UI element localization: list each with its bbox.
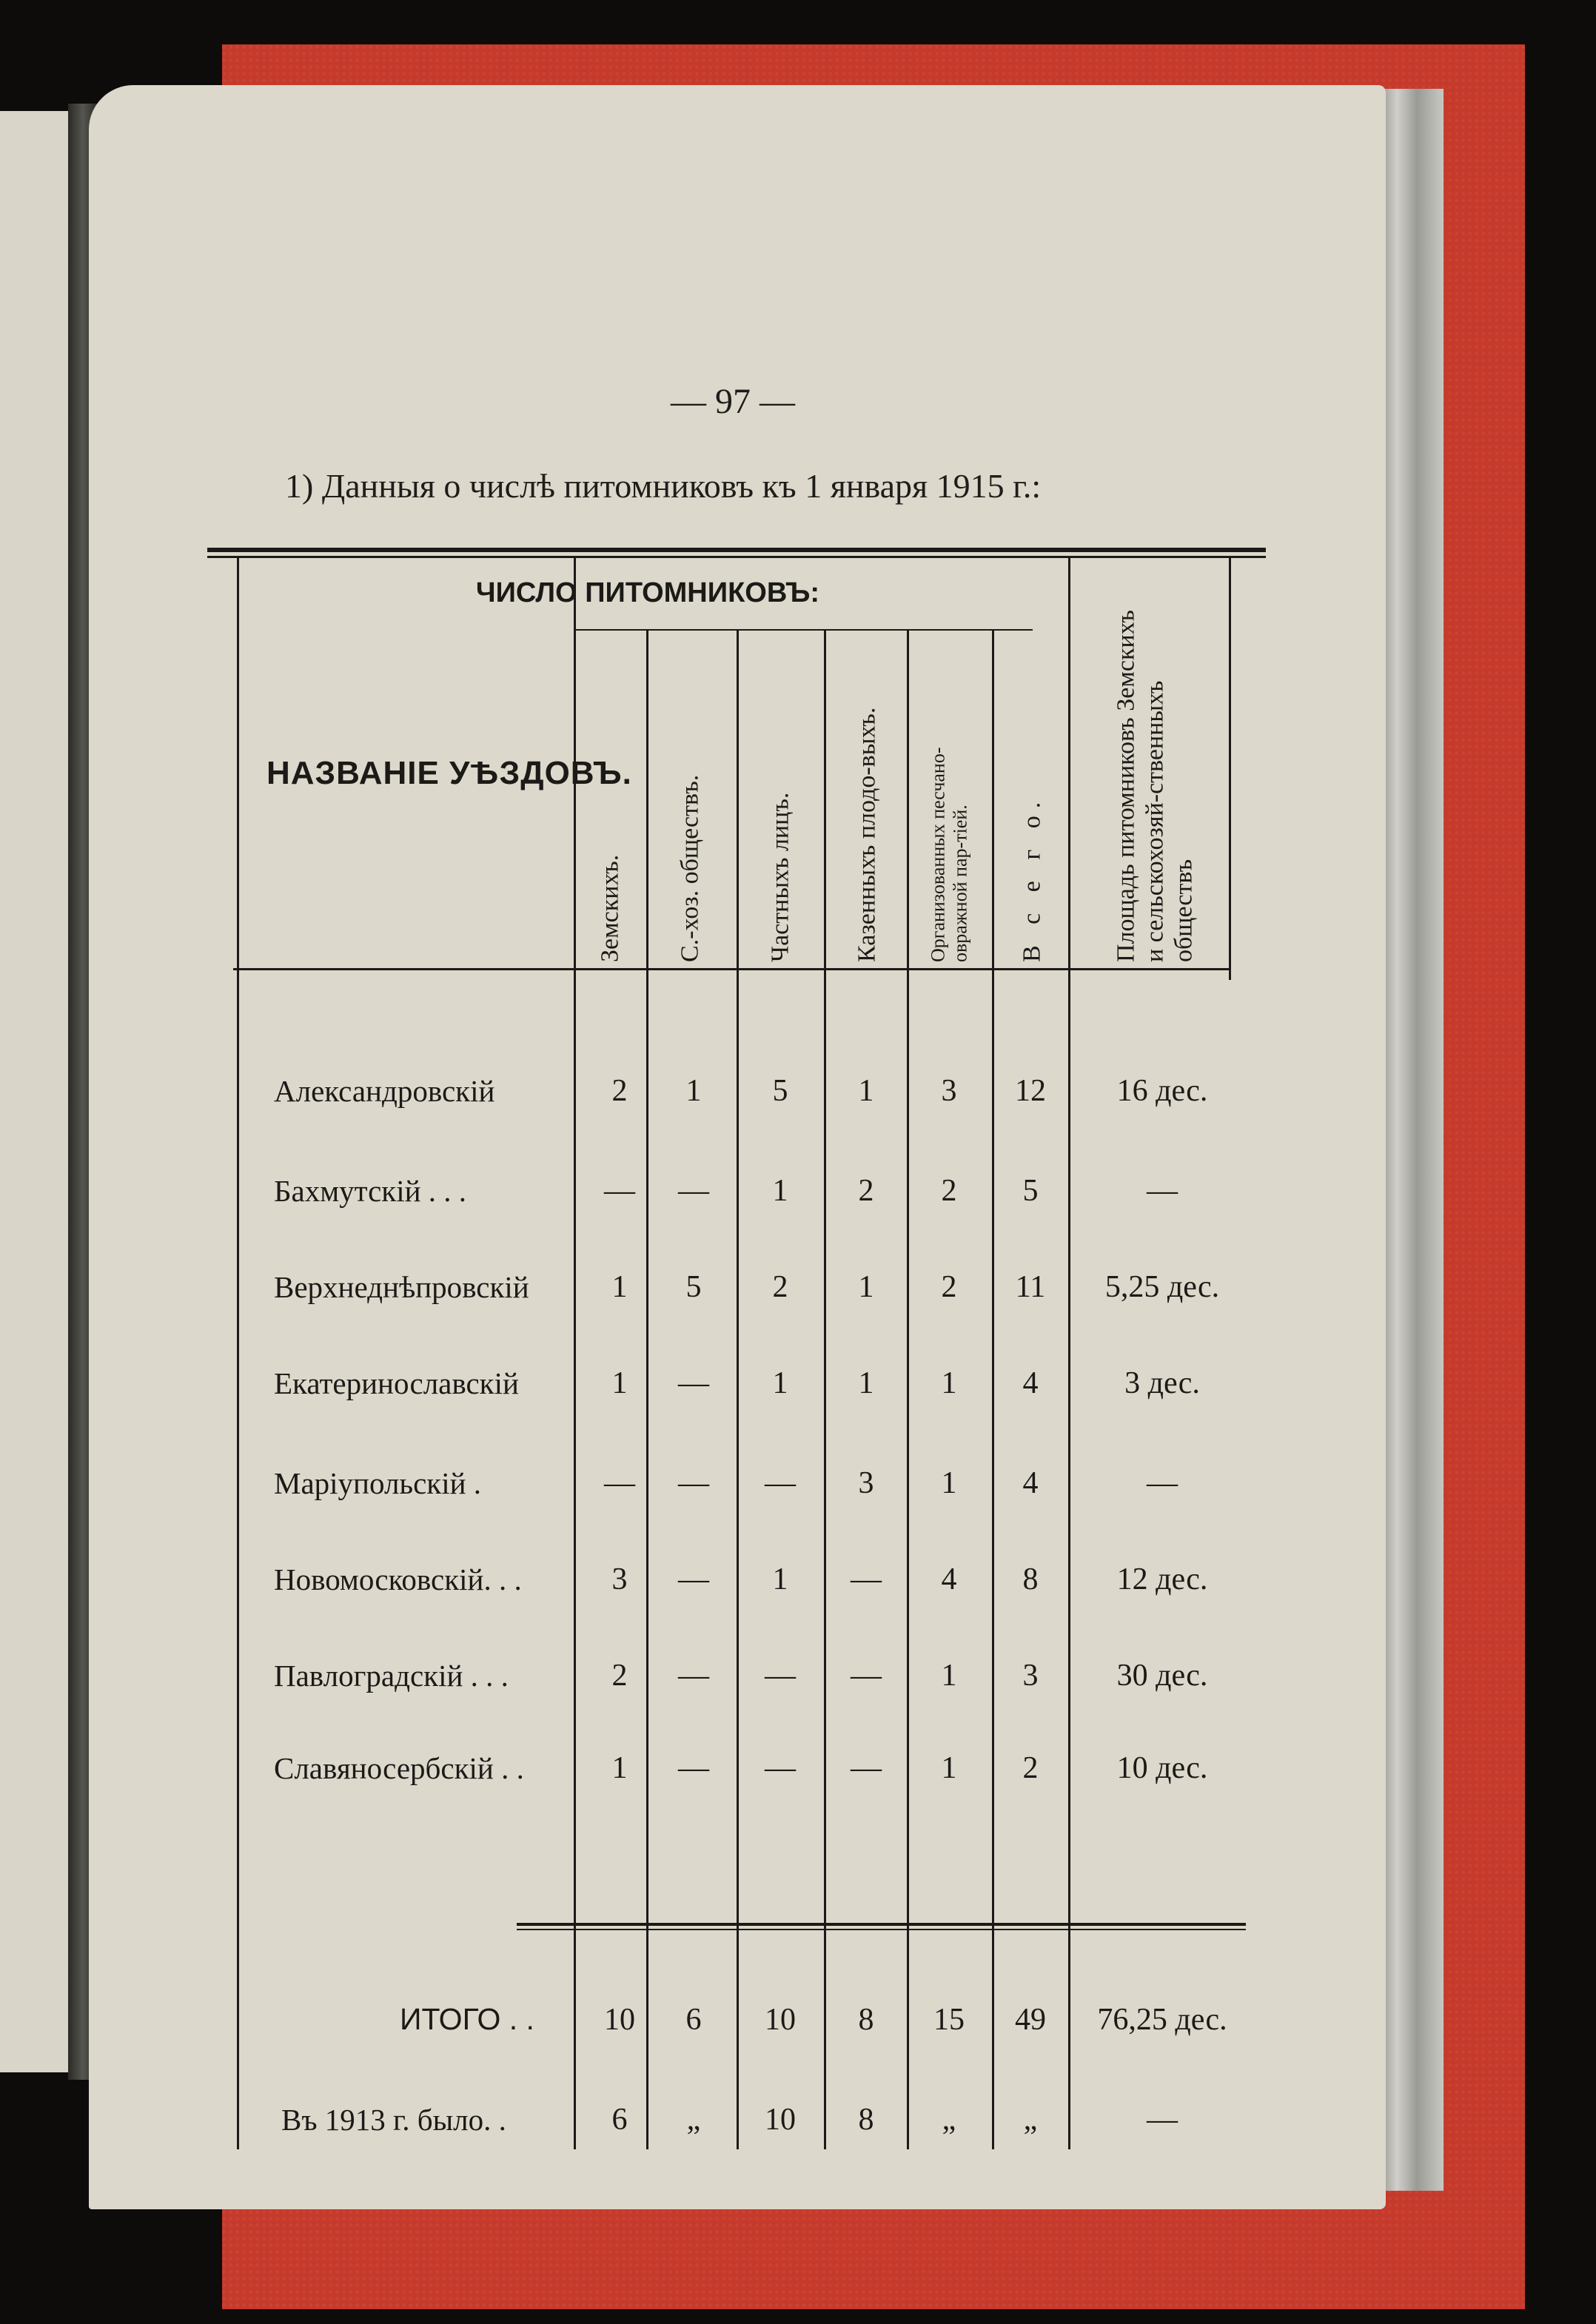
row-4-value-2: — <box>765 1466 796 1500</box>
total-value-0: 10 <box>604 2003 635 2037</box>
row-0-value-5: 12 <box>1015 1074 1046 1108</box>
col-header-state: Казенныхъ плодо-выхъ. <box>853 707 881 962</box>
row-7-value-3: — <box>851 1751 882 1785</box>
row-7-area: 10 дес. <box>1116 1751 1208 1785</box>
row-1-value-1: — <box>678 1174 709 1208</box>
row-6-value-1: — <box>678 1659 709 1693</box>
row-7-value-1: — <box>678 1751 709 1785</box>
row-4-value-3: 3 <box>858 1466 874 1500</box>
row-7-name: Славяносербскій . . <box>274 1751 524 1785</box>
row-1-value-4: 2 <box>941 1174 957 1208</box>
row-2-value-1: 5 <box>685 1270 702 1304</box>
row-4-value-0: — <box>604 1466 635 1500</box>
col-line-1 <box>574 558 576 2149</box>
col-line-left <box>237 558 239 2149</box>
table-caption: 1) Данныя о числѣ питомниковъ къ 1 января 1915 г.: <box>285 467 1042 505</box>
row-6-area: 30 дес. <box>1116 1659 1208 1693</box>
col-header-area: Площадь питомниковъ Земскихъ и сельскохозяй-ственныхъ обществъ <box>1112 610 1198 962</box>
total-value-4: 15 <box>933 2003 965 2037</box>
row-7-value-5: 2 <box>1022 1751 1039 1785</box>
total-value-3: 8 <box>858 2003 874 2037</box>
prev-value-1: „ <box>686 2103 701 2137</box>
col-header-private: Частныхъ лицъ. <box>766 792 794 962</box>
row-0-name: Александровскій <box>274 1074 495 1108</box>
header-bottom-rule <box>233 968 1229 970</box>
total-rule-2 <box>517 1929 1246 1930</box>
row-3-value-4: 1 <box>941 1366 957 1400</box>
row-3-area: 3 дес. <box>1124 1366 1200 1400</box>
row-4-name: Маріупольскій . <box>274 1466 482 1500</box>
prev-name: Въ 1913 г. было. . <box>281 2103 506 2137</box>
row-6-value-0: 2 <box>611 1659 628 1693</box>
page-number: — 97 — <box>671 382 795 421</box>
total-rule <box>517 1923 1246 1926</box>
row-5-value-5: 8 <box>1022 1562 1039 1596</box>
prev-value-3: 8 <box>858 2103 874 2137</box>
table-top-rule <box>207 548 1266 552</box>
total-name: ИТОГО . . <box>400 2002 534 2036</box>
total-value-2: 10 <box>765 2003 796 2037</box>
prev-value-4: „ <box>942 2103 956 2137</box>
row-6-value-3: — <box>851 1659 882 1693</box>
row-4-value-1: — <box>678 1466 709 1500</box>
table-top-rule-2 <box>207 556 1266 558</box>
row-7-value-4: 1 <box>941 1751 957 1785</box>
total-value-1: 6 <box>685 2003 702 2037</box>
row-0-value-4: 3 <box>941 1074 957 1108</box>
row-0-value-1: 1 <box>685 1074 702 1108</box>
row-0-value-3: 1 <box>858 1074 874 1108</box>
row-5-value-1: — <box>678 1562 709 1596</box>
page-edges <box>1377 89 1444 2191</box>
row-6-value-4: 1 <box>941 1659 957 1693</box>
row-4-area: — <box>1147 1466 1178 1500</box>
row-1-value-0: — <box>604 1174 635 1208</box>
row-5-name: Новомосковскій. . . <box>274 1562 522 1596</box>
row-1-value-2: 1 <box>772 1174 788 1208</box>
row-3-value-5: 4 <box>1022 1366 1039 1400</box>
row-2-value-3: 1 <box>858 1270 874 1304</box>
row-3-value-3: 1 <box>858 1366 874 1400</box>
col-line-5 <box>907 629 909 2149</box>
row-5-value-3: — <box>851 1562 882 1596</box>
col-header-zemskie: Земскихъ. <box>596 854 624 962</box>
book-page <box>89 85 1386 2209</box>
prev-value-5: „ <box>1023 2103 1038 2137</box>
total-value-5: 49 <box>1015 2003 1046 2037</box>
row-5-area: 12 дес. <box>1116 1562 1208 1596</box>
col-header-societies: С.-хоз. обществъ. <box>676 774 704 962</box>
col-line-6 <box>992 629 994 2149</box>
row-1-value-3: 2 <box>858 1174 874 1208</box>
row-1-value-5: 5 <box>1022 1174 1039 1208</box>
row-3-value-1: — <box>678 1366 709 1400</box>
row-3-value-2: 1 <box>772 1366 788 1400</box>
row-1-name: Бахмутскій . . . <box>274 1174 467 1208</box>
row-5-value-2: 1 <box>772 1562 788 1596</box>
col-line-right <box>1229 558 1231 980</box>
row-0-value-0: 2 <box>611 1074 628 1108</box>
row-2-area: 5,25 дес. <box>1104 1270 1220 1304</box>
row-2-value-5: 11 <box>1015 1270 1046 1304</box>
row-6-value-2: — <box>765 1659 796 1693</box>
row-3-name: Екатеринославскій <box>274 1366 519 1400</box>
col-line-7 <box>1068 558 1070 2149</box>
row-5-value-4: 4 <box>941 1562 957 1596</box>
row-7-value-0: 1 <box>611 1751 628 1785</box>
group-header-title: ЧИСЛО ПИТОМНИКОВЪ: <box>475 577 820 608</box>
row-3-value-0: 1 <box>611 1366 628 1400</box>
prev-area: — <box>1147 2103 1178 2137</box>
row-4-value-5: 4 <box>1022 1466 1039 1500</box>
row-1-area: — <box>1147 1174 1178 1208</box>
row-0-area: 16 дес. <box>1116 1074 1208 1108</box>
row-7-value-2: — <box>765 1751 796 1785</box>
col-line-4 <box>824 629 826 2149</box>
row-2-name: Верхнеднѣпровскій <box>274 1270 529 1304</box>
row-4-value-4: 1 <box>941 1466 957 1500</box>
row-5-value-0: 3 <box>611 1562 628 1596</box>
prev-value-0: 6 <box>611 2103 628 2137</box>
row-2-value-0: 1 <box>611 1270 628 1304</box>
col-header-total: В с е г о. <box>1018 794 1046 962</box>
row-0-value-2: 5 <box>772 1074 788 1108</box>
group-header-rule <box>574 629 1033 631</box>
row-6-value-5: 3 <box>1022 1659 1039 1693</box>
row-6-name: Павлоградскій . . . <box>274 1659 509 1693</box>
row-header-title: НАЗВАНІЕ УѢЗДОВЪ. <box>266 755 632 791</box>
nursery-table <box>207 548 1266 2154</box>
col-line-3 <box>737 629 739 2149</box>
prev-value-2: 10 <box>765 2103 796 2137</box>
row-2-value-2: 2 <box>772 1270 788 1304</box>
col-header-organized: Организованных песчано-овражной пар-тiей. <box>927 747 971 962</box>
total-area: 76,25 дес. <box>1097 2003 1227 2037</box>
row-2-value-4: 2 <box>941 1270 957 1304</box>
